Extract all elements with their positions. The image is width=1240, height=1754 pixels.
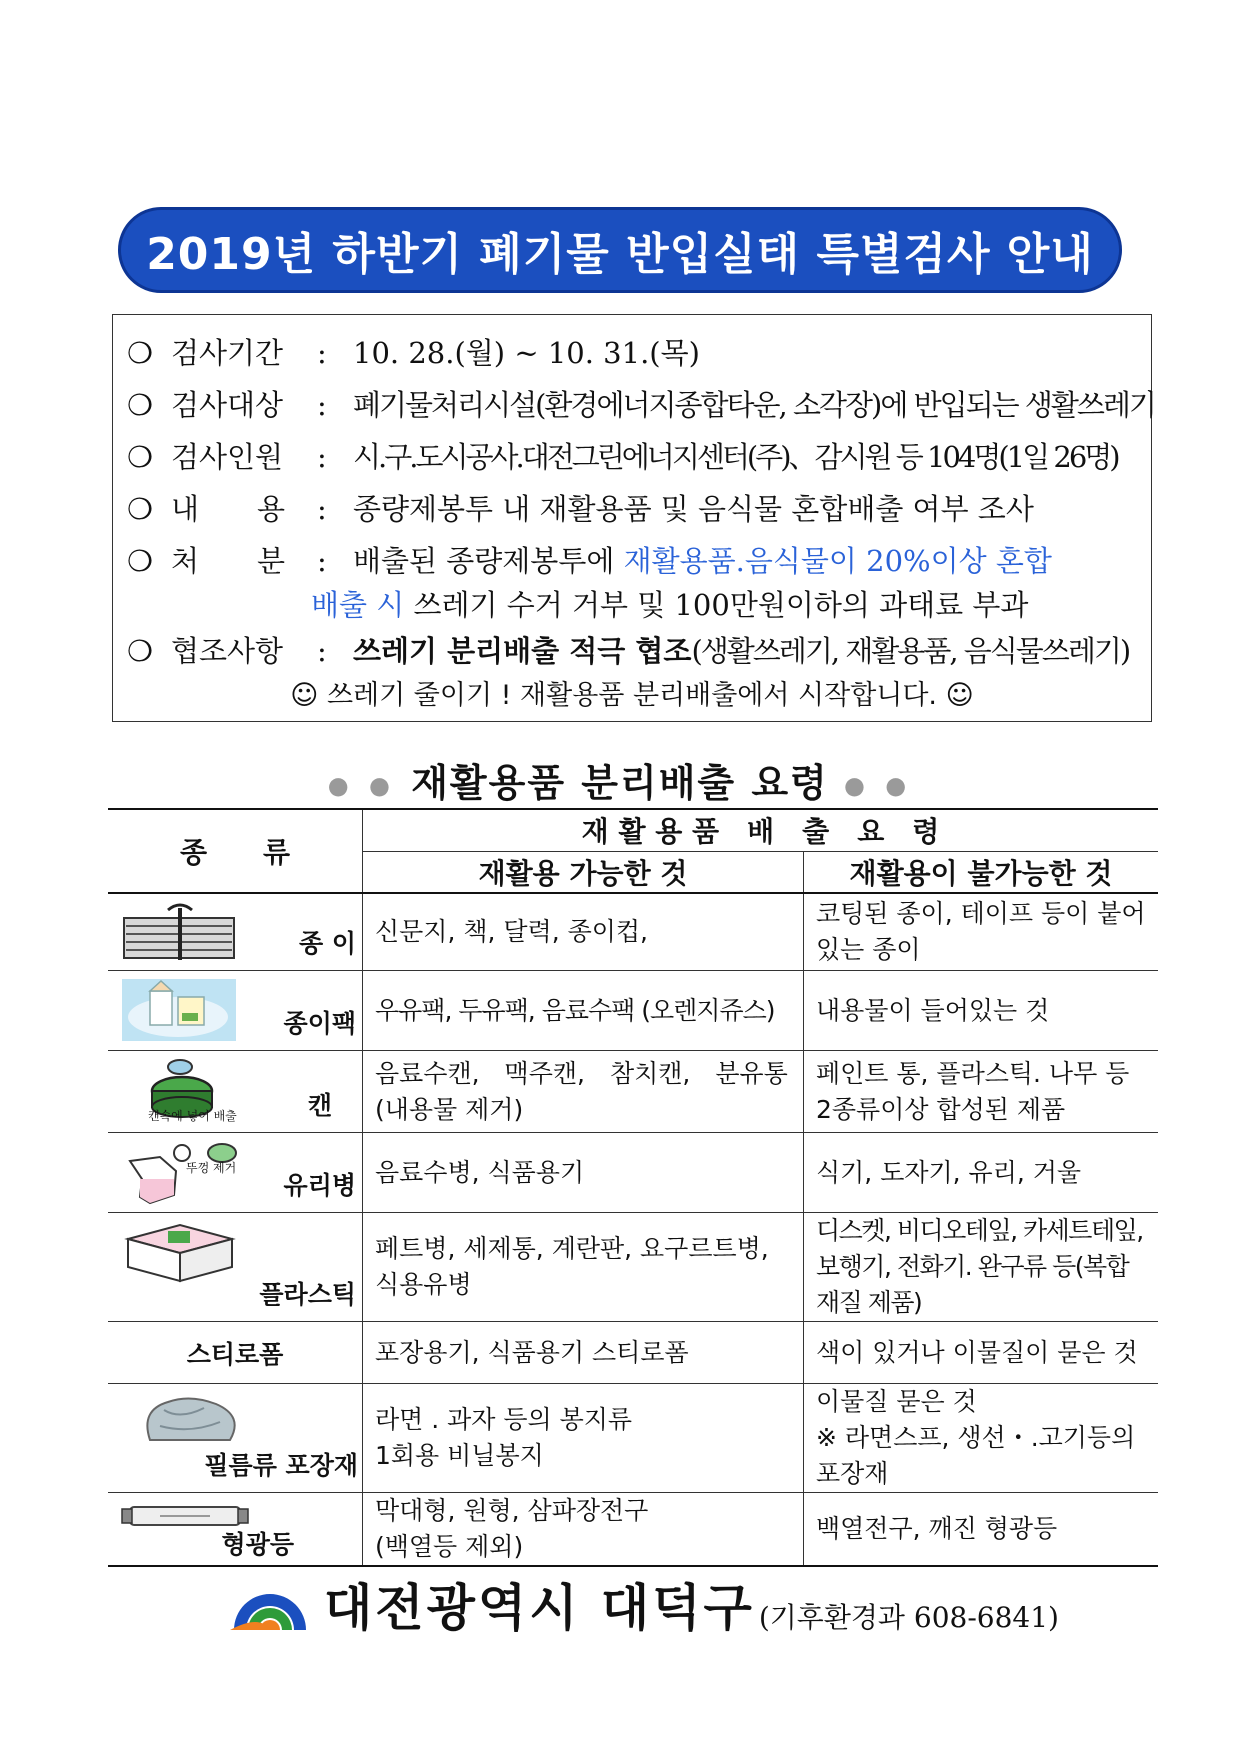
table-row (108, 1213, 1158, 1322)
table-row (108, 1051, 1158, 1133)
info-target: ❍ 검사대상 : 폐기물처리시설(환경에너지종합타운, 소각장)에 반입되는 생활쓰레기 (127, 388, 1155, 422)
possible-cell: 우유팩, 두유팩, 음료수팩 (오렌지쥬스) (363, 971, 804, 1051)
bottle-caption: 뚜껑 제거 (186, 1161, 237, 1175)
info-period: ❍ 검사기간 : 10. 28.(월) ~ 10. 31.(목) (127, 336, 700, 370)
category-cell (108, 893, 363, 971)
section-title-text: 재활용품 분리배출 요령 (411, 761, 829, 805)
possible-cell: 페트병, 세제통, 계란판, 요구르트병, 식용유병 (363, 1213, 804, 1322)
impossible-cell: 이물질 묻은 것 ※ 라면스프, 생선・.고기등의 포장재 (804, 1384, 1159, 1493)
header-category: 종 류 (108, 809, 363, 893)
recycling-guide-table (108, 808, 1158, 1567)
table-row (108, 1133, 1158, 1213)
category-label: 형광등 (221, 1530, 294, 1559)
table-header-row (108, 809, 1158, 851)
category-cell (108, 1051, 363, 1133)
plastic-bag-icon (120, 1390, 250, 1446)
header-possible: 재활용 가능한 것 (363, 851, 804, 893)
can-caption: 캔속에 넣어 배출 (148, 1109, 237, 1123)
category-label: 플라스틱 (259, 1280, 356, 1309)
organization-name: 대전광역시 대덕구 (324, 1578, 755, 1637)
table-row (108, 1493, 1158, 1567)
header-impossible: 재활용이 불가능한 것 (804, 851, 1159, 893)
category-cell (108, 1322, 363, 1384)
info-staff: ❍ 검사인원 : 시.구.도시공사.대전그린에너지센터(주)、감시원 등 104명(1일 26명) (127, 440, 1118, 474)
impossible-cell: 백열전구, 깨진 형광등 (804, 1493, 1159, 1567)
info-action: ❍ 처 분 : 배출된 종량제봉투에 재활용품.음식물이 20%이상 혼합 (127, 544, 1052, 578)
category-label: 스티로폼 (186, 1339, 284, 1369)
possible-cell: 포장용기, 식품용기 스티로폼 (363, 1322, 804, 1384)
section-title (0, 752, 1240, 807)
category-label: 종 이 (298, 929, 356, 958)
impossible-cell: 페인트 통, 플라스틱. 나무 등 2종류이상 합성된 제품 (804, 1051, 1159, 1133)
info-action-line2: 배출 시 쓰레기 수거 거부 및 100만원이하의 과태료 부과 (311, 588, 1029, 622)
impossible-cell: 코팅된 종이, 테이프 등이 붙어 있는 종이 (804, 893, 1159, 971)
info-content: ❍ 내 용 : 종량제봉투 내 재활용품 및 음식물 혼합배출 여부 조사 (127, 492, 1034, 526)
daedeok-logo-icon (230, 1574, 310, 1634)
category-cell (108, 1493, 363, 1567)
category-label: 필름류 포장재 (204, 1451, 358, 1480)
header-guide: 재 활 용 품 배 출 요 령 (363, 809, 1159, 851)
info-box (112, 314, 1155, 722)
plastic-container-icon (120, 1219, 240, 1285)
page-title: 2019년 하반기 폐기물 반입실태 특별검사 안내 (146, 229, 1094, 280)
category-label: 캔 (307, 1091, 332, 1120)
table-row (108, 971, 1158, 1051)
category-cell (108, 1384, 363, 1493)
decorative-dots-right: ● ● (844, 771, 913, 800)
category-cell (108, 971, 363, 1051)
newspaper-bundle-icon (120, 900, 238, 964)
slogan: ☺ 쓰레기 줄이기 ! 재활용품 분리배출에서 시작합니다. ☺ (290, 680, 974, 711)
impossible-cell: 내용물이 들어있는 것 (804, 971, 1159, 1051)
table-row (108, 893, 1158, 971)
category-cell (108, 1213, 363, 1322)
info-coop: ❍ 협조사항 : 쓰레기 분리배출 적극 협조(생활쓰레기, 재활용품, 음식물쓰레기) (127, 634, 1130, 668)
decorative-dots-left: ● ● (327, 771, 396, 800)
department-contact: (기후환경과 608-6841) (758, 1601, 1059, 1634)
table-row (108, 1322, 1158, 1384)
table-row (108, 1384, 1158, 1493)
possible-cell: 막대형, 원형, 삼파장전구 (백열등 제외) (363, 1493, 804, 1567)
impossible-cell: 식기, 도자기, 유리, 거울 (804, 1133, 1159, 1213)
possible-cell: 신문지, 책, 달력, 종이컵, (363, 893, 804, 971)
category-label: 유리병 (283, 1171, 356, 1200)
impossible-cell: 디스켓, 비디오테잎, 카세트테잎, 보행기, 전화기. 완구류 등(복합재질 제품) (804, 1213, 1159, 1322)
possible-cell: 음료수병, 식품용기 (363, 1133, 804, 1213)
category-label: 종이팩 (283, 1009, 356, 1038)
possible-cell: 음료수캔, 맥주캔, 참치캔, 분유통 (내용물 제거) (363, 1051, 804, 1133)
milk-carton-icon (120, 977, 238, 1043)
possible-cell: 라면 . 과자 등의 봉지류 1회용 비닐봉지 (363, 1384, 804, 1493)
category-cell (108, 1133, 363, 1213)
impossible-cell: 색이 있거나 이물질이 묻은 것 (804, 1322, 1159, 1384)
footer (230, 1568, 1059, 1640)
title-banner (118, 207, 1122, 293)
